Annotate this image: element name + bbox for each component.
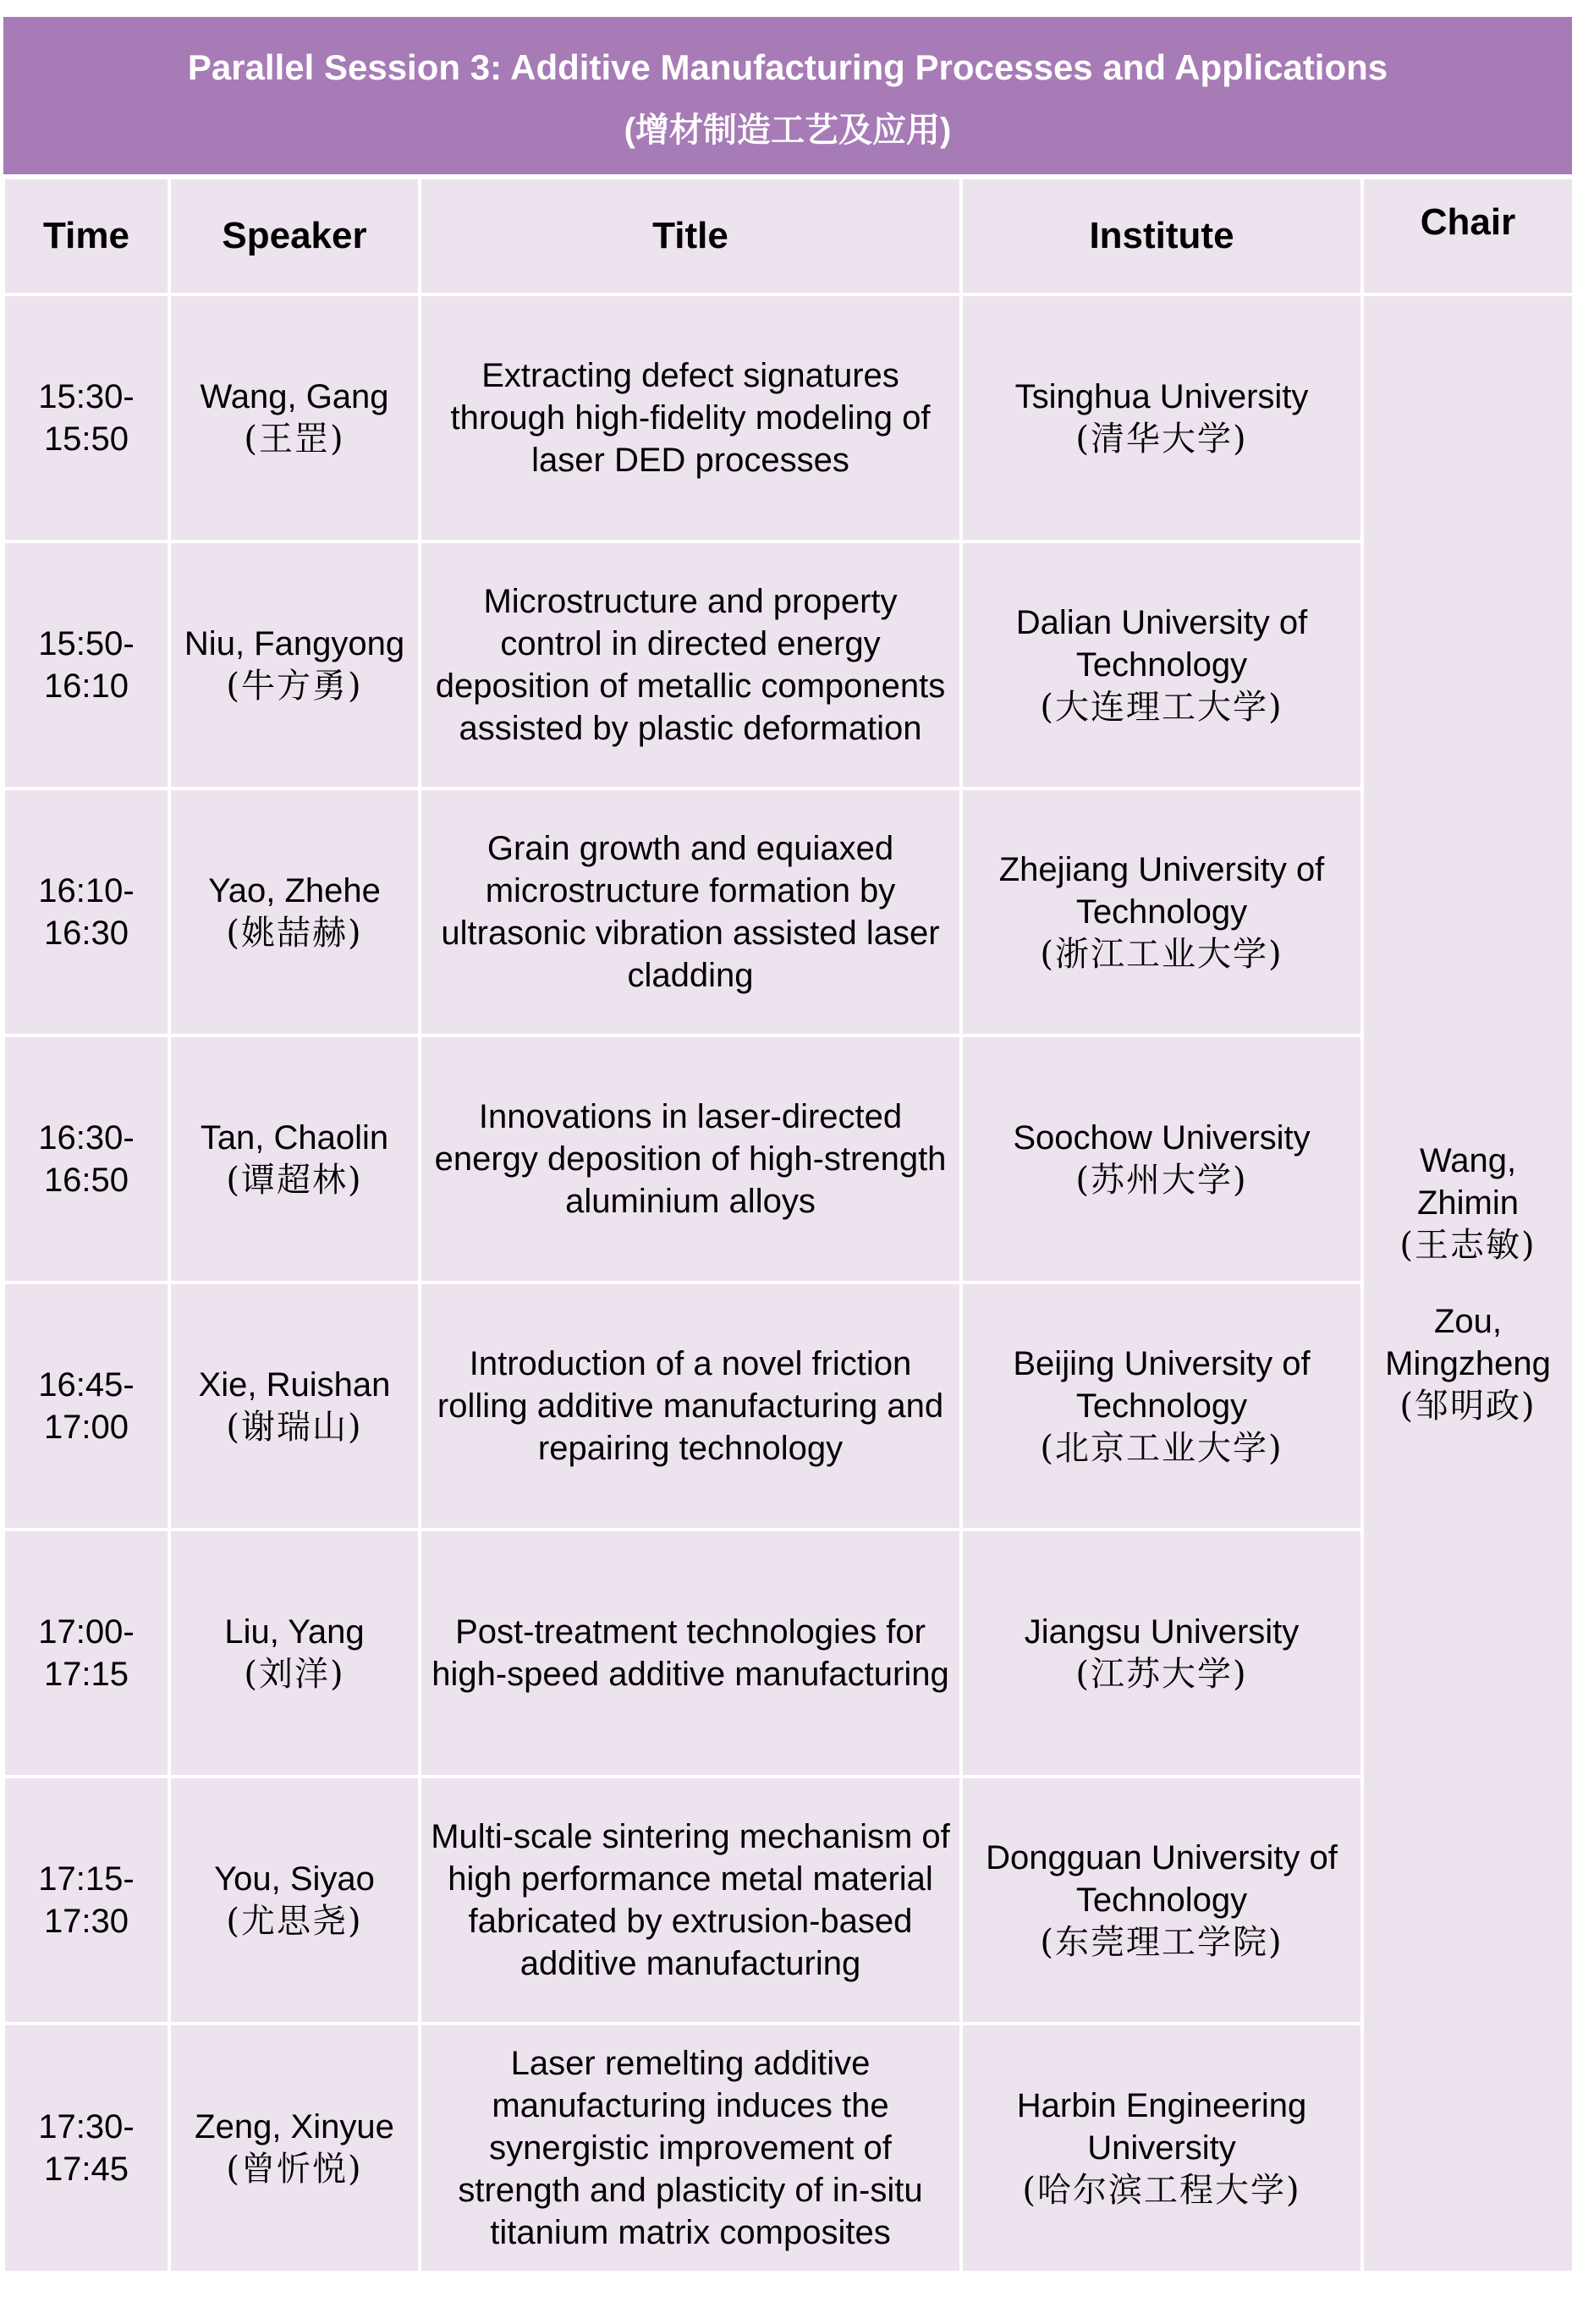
talk-title-cell: Introduction of a novel friction rolling additive manufacturing and repairing technology <box>420 1283 961 1530</box>
speaker-cell: You, Siyao (尤思尧) <box>169 1777 420 2024</box>
talk-title-cell: Laser remelting additive manufacturing induces the synergistic improvement of strength and plasticity of in-situ titanium matrix composites <box>420 2024 961 2272</box>
speaker-cell: Yao, Zhehe (姚喆赫) <box>169 788 420 1036</box>
col-header-title: Title <box>420 178 961 294</box>
time-cell: 16:10- 16:30 <box>3 788 169 1036</box>
time-cell: 17:30- 17:45 <box>3 2024 169 2272</box>
time-cell: 17:15- 17:30 <box>3 1777 169 2024</box>
chair-entry: Wang, Zhimin (王志敏) <box>1399 1142 1536 1265</box>
table-row <box>3 2024 1572 2272</box>
chair-cell <box>1362 294 1572 2272</box>
institute-cell: Beijing University of Technology (北京工业大学) <box>961 1283 1362 1530</box>
institute-cell: Dongguan University of Technology (东莞理工学院) <box>961 1777 1362 2024</box>
talk-title-cell: Innovations in laser-directed energy deposition of high-strength aluminium alloys <box>420 1036 961 1283</box>
col-header-institute: Institute <box>961 178 1362 294</box>
col-header-time: Time <box>3 178 169 294</box>
session-header <box>3 17 1572 174</box>
table-row <box>3 1283 1572 1530</box>
chair-entry: Zou, Mingzheng (邹明政) <box>1385 1303 1551 1426</box>
time-cell: 15:30- 15:50 <box>3 294 169 541</box>
institute-cell: Zhejiang University of Technology (浙江工业大学) <box>961 788 1362 1036</box>
col-header-chair: Chair <box>1362 178 1572 294</box>
session-subtitle: (增材制造工艺及应用) <box>624 112 952 149</box>
schedule-table <box>2 176 1572 2274</box>
time-cell: 16:45- 17:00 <box>3 1283 169 1530</box>
table-row <box>3 1777 1572 2024</box>
institute-cell: Dalian University of Technology (大连理工大学) <box>961 541 1362 788</box>
table-header-row <box>3 178 1572 294</box>
institute-cell: Harbin Engineering University (哈尔滨工程大学) <box>961 2024 1362 2272</box>
talk-title-cell: Post-treatment technologies for high-speed additive manufacturing <box>420 1530 961 1777</box>
table-row <box>3 788 1572 1036</box>
time-cell: 16:30- 16:50 <box>3 1036 169 1283</box>
institute-cell: Jiangsu University (江苏大学) <box>961 1530 1362 1777</box>
time-cell: 17:00- 17:15 <box>3 1530 169 1777</box>
table-row <box>3 294 1572 541</box>
talk-title-cell: Grain growth and equiaxed microstructure formation by ultrasonic vibration assisted laser cladding <box>420 788 961 1036</box>
session-title: Parallel Session 3: Additive Manufacturing Processes and Applications <box>187 47 1388 87</box>
institute-cell: Soochow University (苏州大学) <box>961 1036 1362 1283</box>
talk-title-cell: Microstructure and property control in directed energy deposition of metallic components assisted by plastic deformation <box>420 541 961 788</box>
speaker-cell: Niu, Fangyong (牛方勇) <box>169 541 420 788</box>
table-row <box>3 1036 1572 1283</box>
speaker-cell: Tan, Chaolin (谭超林) <box>169 1036 420 1283</box>
speaker-cell: Wang, Gang (王罡) <box>169 294 420 541</box>
speaker-cell: Liu, Yang (刘洋) <box>169 1530 420 1777</box>
speaker-cell: Xie, Ruishan (谢瑞山) <box>169 1283 420 1530</box>
time-cell: 15:50- 16:10 <box>3 541 169 788</box>
talk-title-cell: Multi-scale sintering mechanism of high performance metal material fabricated by extrusion-based additive manufacturing <box>420 1777 961 2024</box>
table-row <box>3 541 1572 788</box>
table-row <box>3 1530 1572 1777</box>
institute-cell: Tsinghua University (清华大学) <box>961 294 1362 541</box>
col-header-speaker: Speaker <box>169 178 420 294</box>
speaker-cell: Zeng, Xinyue (曾忻悦) <box>169 2024 420 2272</box>
talk-title-cell: Extracting defect signatures through high-fidelity modeling of laser DED processes <box>420 294 961 541</box>
